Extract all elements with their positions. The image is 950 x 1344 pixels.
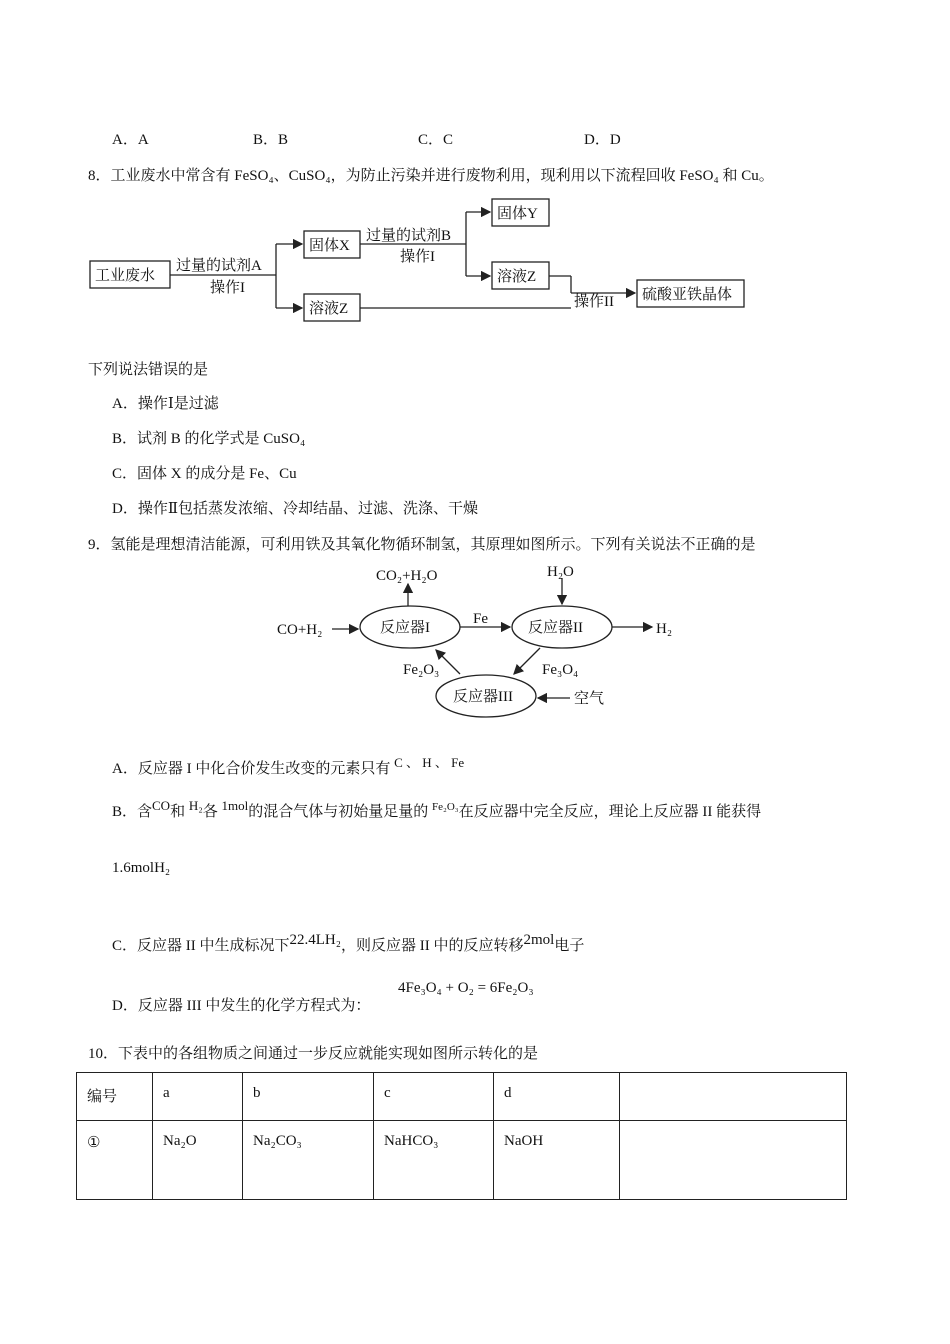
q9-option-b-and: 和 xyxy=(170,804,186,820)
fe3o4-label: Fe₃O₄ xyxy=(542,662,579,678)
table-header-cell: a xyxy=(153,1073,243,1121)
q8-stem-text: 工业废水中常含有 FeSO₄、CuSO₄，为防止污染并进行废物利用，现利用以下流程回收 FeSO₄ 和 Cu。 xyxy=(110,168,774,184)
q8-option-b: B．试剂 B 的化学式是 CuSO₄ xyxy=(112,431,306,447)
reactor-3-label: 反应器III xyxy=(453,689,513,705)
table-row xyxy=(77,1121,847,1200)
q9-cycle-diagram xyxy=(270,558,690,728)
q9-option-d xyxy=(112,994,370,1015)
q9-option-c-electrons: 2mol xyxy=(523,932,555,948)
q8-flow-diagram xyxy=(80,196,760,326)
op1-a-label: 操作I xyxy=(210,280,245,296)
q9-option-a-prefix: A．反应器 I 中化合价发生改变的元素只有 xyxy=(112,761,391,777)
q8-prompt: 下列说法错误的是 xyxy=(88,362,209,378)
q9-option-d-equation: 4Fe₃O₄ + O₂ = 6Fe₂O₃ xyxy=(398,980,534,996)
q7-option-a: A．A xyxy=(112,132,149,148)
solid-y-label: 固体Y xyxy=(497,206,538,222)
q9-option-b-each: 各 xyxy=(202,804,218,820)
q8-option-d: D．操作Ⅱ包括蒸发浓缩、冷却结晶、过滤、洗涤、干燥 xyxy=(112,501,479,517)
table-header-cell: c xyxy=(374,1073,494,1121)
q9-option-c-mid: ，则反应器 II 中的反应转移 xyxy=(340,938,524,954)
table-cell: ① xyxy=(77,1121,153,1200)
co-h2-label: CO+H₂ xyxy=(277,622,323,638)
table-cell: Na₂O xyxy=(153,1121,243,1200)
solid-x-label: 固体X xyxy=(309,238,350,254)
q9-option-c-volume: 22.4LH₂ xyxy=(289,932,341,948)
q9-option-b-result: 1.6molH₂ xyxy=(112,860,171,876)
table-cell: NaOH xyxy=(494,1121,620,1200)
table-cell: Na₂CO₃ xyxy=(243,1121,374,1200)
q9-stem-text: 氢能是理想清洁能源，可利用铁及其氧化物循环制氢，其原理如图所示。下列有关说法不正确的是 xyxy=(110,537,756,553)
q9-option-b-h2: H₂ xyxy=(188,798,203,813)
q10-table xyxy=(76,1072,847,1200)
q7-options xyxy=(112,128,712,148)
q9-stem xyxy=(88,533,756,554)
h2-label: H₂ xyxy=(656,621,673,637)
q9-option-c-suffix: 电子 xyxy=(554,938,585,954)
q9-option-b-prefix: B．含 xyxy=(112,804,153,820)
product-label: 硫酸亚铁晶体 xyxy=(642,287,733,303)
fe-label: Fe xyxy=(473,611,488,627)
fe2o3-label: Fe₂O₃ xyxy=(403,662,440,678)
air-label: 空气 xyxy=(574,691,605,707)
q9-option-b-mid: 的混合气体与初始量足量的 xyxy=(248,804,429,820)
reagent-b-label: 过量的试剂B xyxy=(366,228,452,244)
q9-option-b-co: CO xyxy=(152,798,171,813)
q9-option-b-amount: 1mol xyxy=(221,798,249,813)
q9-option-b-fe2o3: Fe₂O₃ xyxy=(432,801,459,813)
q8-option-c: C．固体 X 的成分是 Fe、Cu xyxy=(112,466,297,482)
solution-z-top-label: 溶液Z xyxy=(497,269,537,285)
table-cell xyxy=(620,1121,847,1200)
q7-option-d: D．D xyxy=(584,132,621,148)
table-cell: NaHCO₃ xyxy=(374,1121,494,1200)
co2-h2o-label: CO₂+H₂O xyxy=(376,568,438,584)
q9-option-b xyxy=(112,798,761,821)
reactor-2-label: 反应器II xyxy=(528,620,583,636)
table-header-cell xyxy=(620,1073,847,1121)
h2o-label: H₂O xyxy=(547,564,574,580)
q9-option-b-suffix: 在反应器中完全反应，理论上反应器 II 能获得 xyxy=(458,804,762,820)
table-header-cell: d xyxy=(494,1073,620,1121)
reagent-a-label: 过量的试剂A xyxy=(176,258,262,274)
q7-option-b: B．B xyxy=(253,132,289,148)
q10-number: 10． xyxy=(88,1046,119,1062)
q9-option-c-prefix: C．反应器 II 中生成标况下 xyxy=(112,938,290,954)
q9-option-d-prefix: D．反应器 III 中发生的化学方程式为： xyxy=(112,998,371,1014)
op1-b-label: 操作I xyxy=(400,249,435,265)
q9-number: 9． xyxy=(88,537,111,553)
reactor-1-label: 反应器I xyxy=(380,620,430,636)
q9-option-c xyxy=(112,932,584,955)
table-header-cell: b xyxy=(243,1073,374,1121)
table-header-row xyxy=(77,1073,847,1121)
q8-number: 8． xyxy=(88,168,111,184)
q8-option-a: A．操作Ⅰ是过滤 xyxy=(112,396,219,412)
q10-stem xyxy=(88,1042,538,1063)
waste-label: 工业废水 xyxy=(95,268,156,284)
op2-label: 操作II xyxy=(574,294,614,310)
solution-z-bottom-label: 溶液Z xyxy=(309,301,349,317)
q9-option-a xyxy=(112,752,464,778)
q10-stem-text: 下表中的各组物质之间通过一步反应就能实现如图所示转化的是 xyxy=(118,1046,539,1062)
q7-option-c: C．C xyxy=(418,132,454,148)
q9-option-a-elements: C 、 H 、 Fe xyxy=(394,755,465,770)
table-header-cell: 编号 xyxy=(77,1073,153,1121)
q8-stem xyxy=(88,164,774,185)
